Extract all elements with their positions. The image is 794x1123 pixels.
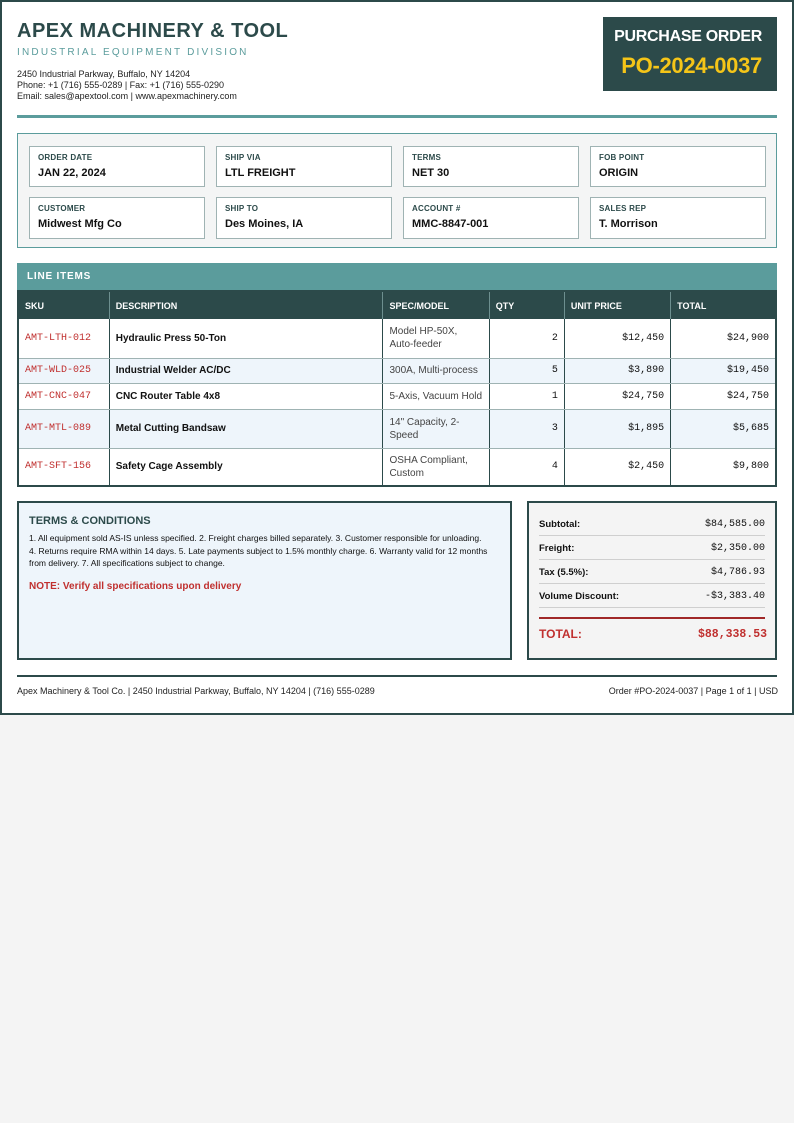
grand-total-value: $88,338.53 <box>697 628 767 641</box>
column-header-qty: QTY <box>489 291 564 319</box>
cell-sku: AMT-LTH-012 <box>18 319 109 358</box>
cell-sku: AMT-MTL-089 <box>18 409 109 448</box>
info-value: Des Moines, IA <box>225 218 304 230</box>
cell-total: $19,450 <box>671 358 776 383</box>
company-email-web: Email: sales@apextool.com | www.apexmachinery.com <box>17 91 237 101</box>
info-value: Midwest Mfg Co <box>38 218 122 230</box>
info-label: CUSTOMER <box>38 204 86 213</box>
cell-spec: 300A, Multi-process <box>383 358 489 383</box>
column-header-sku: SKU <box>18 291 109 319</box>
info-label: FOB POINT <box>599 153 645 162</box>
cell-qty: 3 <box>489 409 564 448</box>
company-division: INDUSTRIAL EQUIPMENT DIVISION <box>17 47 249 58</box>
totals-value: $84,585.00 <box>704 519 765 530</box>
cell-unit-price: $12,450 <box>564 319 670 358</box>
totals-value: $2,350.00 <box>710 543 765 554</box>
info-value: JAN 22, 2024 <box>38 167 106 179</box>
cell-description: Hydraulic Press 50-Ton <box>109 319 383 358</box>
info-value: ORIGIN <box>599 167 639 179</box>
info-label: ACCOUNT # <box>412 204 461 213</box>
totals-label: Volume Discount: <box>539 591 620 602</box>
cell-spec: Model HP-50X, Auto-feeder <box>383 319 489 358</box>
terms-note: NOTE: Verify all specifications upon delivery <box>29 581 242 592</box>
info-label: SALES REP <box>599 204 647 213</box>
terms-conditions-box <box>17 501 512 660</box>
company-address: 2450 Industrial Parkway, Buffalo, NY 14204 <box>17 69 191 79</box>
table-row <box>18 383 776 409</box>
info-label: SHIP VIA <box>225 153 261 162</box>
info-card-ship-via <box>216 146 392 187</box>
table-row <box>18 448 776 486</box>
cell-description: Industrial Welder AC/DC <box>109 358 383 383</box>
info-value: LTL FREIGHT <box>225 167 296 179</box>
table-header-row <box>18 291 776 319</box>
totals-row-subtotal <box>539 512 765 536</box>
po-header-box <box>603 17 777 91</box>
info-value: T. Morrison <box>599 218 658 230</box>
info-value: MMC-8847-001 <box>412 218 489 230</box>
footer-order-info: Order #PO-2024-0037 | Page 1 of 1 | USD <box>608 686 778 696</box>
grand-total-label: TOTAL: <box>539 627 582 641</box>
header-divider <box>17 115 777 118</box>
totals-label: Freight: <box>539 543 575 554</box>
totals-value: -$3,383.40 <box>704 591 765 602</box>
info-value: NET 30 <box>412 167 450 179</box>
cell-unit-price: $1,895 <box>564 409 670 448</box>
po-number: PO-2024-0037 <box>621 53 762 78</box>
info-card-terms <box>403 146 579 187</box>
info-card-ship-to <box>216 197 392 239</box>
table-row <box>18 409 776 448</box>
totals-value: $4,786.93 <box>710 567 765 578</box>
cell-sku: AMT-WLD-025 <box>18 358 109 383</box>
cell-qty: 4 <box>489 448 564 486</box>
column-header-unit-price: UNIT PRICE <box>564 291 670 319</box>
cell-unit-price: $24,750 <box>564 383 670 409</box>
po-label: PURCHASE ORDER <box>614 28 762 45</box>
table-row <box>18 319 776 358</box>
footer-divider <box>17 675 777 677</box>
info-card-sales-rep <box>590 197 766 239</box>
terms-text: 1. All equipment sold AS-IS unless specified. 2. Freight charges billed separately. 3. Customer responsible for unloading. 4. Returns require RMA within 14 days. 5. Late payments subject to 1.5% monthly charge. 6. Warranty valid for 12 months from delivery. 7. All specifications subject to change. <box>29 533 488 568</box>
info-card-account <box>403 197 579 239</box>
line-items-table <box>17 290 777 487</box>
totals-row-discount <box>539 584 765 608</box>
info-label: TERMS <box>412 153 441 162</box>
cell-total: $24,750 <box>671 383 776 409</box>
column-header-description: DESCRIPTION <box>109 291 383 319</box>
line-items-title-bar <box>17 263 777 290</box>
info-card-customer <box>29 197 205 239</box>
cell-sku: AMT-CNC-047 <box>18 383 109 409</box>
company-name: APEX MACHINERY & TOOL <box>17 20 289 42</box>
terms-title: TERMS & CONDITIONS <box>29 515 151 527</box>
cell-total: $24,900 <box>671 319 776 358</box>
totals-label: Tax (5.5%): <box>539 567 589 578</box>
order-info-panel <box>17 133 777 248</box>
cell-sku: AMT-SFT-156 <box>18 448 109 486</box>
cell-qty: 5 <box>489 358 564 383</box>
cell-description: CNC Router Table 4x8 <box>109 383 383 409</box>
cell-unit-price: $3,890 <box>564 358 670 383</box>
cell-spec: 5-Axis, Vacuum Hold <box>383 383 489 409</box>
company-phone-fax: Phone: +1 (716) 555-0289 | Fax: +1 (716) 555-0290 <box>17 80 224 90</box>
totals-box <box>527 501 777 660</box>
cell-qty: 2 <box>489 319 564 358</box>
totals-row-freight <box>539 536 765 560</box>
totals-row-tax <box>539 560 765 584</box>
info-card-order-date <box>29 146 205 187</box>
line-items-title: LINE ITEMS <box>27 271 92 282</box>
info-card-fob-point <box>590 146 766 187</box>
totals-label: Subtotal: <box>539 519 581 530</box>
cell-spec: OSHA Compliant, Custom <box>383 448 489 486</box>
cell-qty: 1 <box>489 383 564 409</box>
column-header-spec: SPEC/MODEL <box>383 291 489 319</box>
column-header-total: TOTAL <box>671 291 776 319</box>
cell-total: $9,800 <box>671 448 776 486</box>
info-label: ORDER DATE <box>38 153 93 162</box>
total-divider <box>539 617 765 619</box>
cell-spec: 14" Capacity, 2-Speed <box>383 409 489 448</box>
footer-company-info: Apex Machinery & Tool Co. | 2450 Industrial Parkway, Buffalo, NY 14204 | (716) 555-0289 <box>17 686 375 696</box>
table-row <box>18 358 776 383</box>
cell-total: $5,685 <box>671 409 776 448</box>
cell-description: Safety Cage Assembly <box>109 448 383 486</box>
cell-description: Metal Cutting Bandsaw <box>109 409 383 448</box>
info-label: SHIP TO <box>225 204 259 213</box>
cell-unit-price: $2,450 <box>564 448 670 486</box>
